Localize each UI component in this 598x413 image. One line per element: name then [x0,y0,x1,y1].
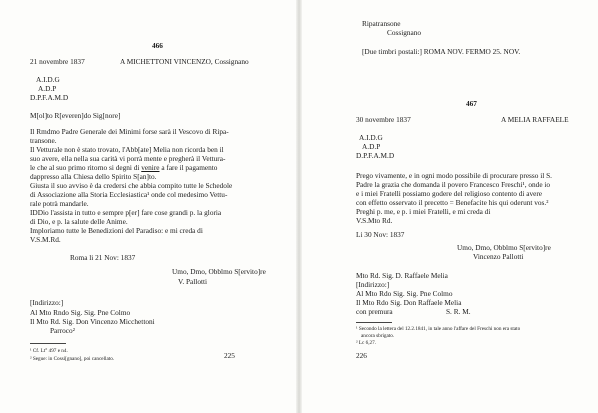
address-line: con premura [356,307,393,316]
letter-opening: M[ol]to R[everen]do Sig[nore] [30,111,121,120]
body-line: dappresso alla Chiesa dello Spirito S[an]to. [30,172,157,181]
body-line: con effetto osservato il precetto = Benefacite his qui oderunt vos.² [356,198,549,207]
body-line: Il Vetturale non è stato trovato, l'Abb[ate] Melia non ricorda ben il [30,145,224,154]
salutation-line: A.I.D.G [36,75,60,84]
signature: Vincenzo Pallotti [473,252,524,261]
seal-text: S. R. M. [446,307,471,316]
body-line: V.S.Mto Rd. [356,216,393,225]
body-line: Imploriamo tutte le Benedizioni del Paradiso: e mi creda di [30,226,203,235]
salutation-line: D.P.F.A.M.D [30,93,69,102]
footnote: ¹ Cf. Lt° 497 e n4. [30,348,68,354]
footnote-rule [30,343,66,344]
right-page [299,0,598,413]
body-line: le che al suo primo ritorno si degni di venire a fare il pagamento [30,163,218,172]
letter-date: 30 novembre 1837 [356,115,411,124]
footnote: ² Lc 6,27. [356,340,376,346]
letter-recipient: A MICHETTONI VINCENZO, Cossignano [120,57,249,66]
body-line: IDDio l'assista in tutto e sempre p[er] fare cose grandi p. la gloria [30,208,222,217]
postal-stamps: [Due timbri postali:] ROMA NOV. FERMO 25. NOV. [362,47,521,56]
body-line: V.S.M.Rd. [30,235,61,244]
footnote-rule [356,322,392,323]
addressee-line: Mto Rd. Sig. D. Raffaele Melia [356,271,448,280]
signature: V. Pallotti [178,277,208,286]
body-line: e i miei Fratelli possiamo godere del religioso contento di avere [356,189,543,198]
body-line: Giusta il suo avviso è da credersi che abbia compito tutte le Schedole [30,181,233,190]
address-line: Il Mto Rdo Sig. Don Raffaele Melia [356,298,462,307]
closing: Umo, Dmo, Obblmo S[ervito]re [172,267,266,276]
address-line: Il Mto Rd. Sig. Don Vincenzo Micchettoni [30,317,155,326]
footnote: ancora sbrigato. [361,333,395,339]
salutation-line: A.D.P [38,84,57,93]
body-line: di Associazione alla Storia Ecclesiastica¹ onde col medesimo Vettu- [30,190,228,199]
address-label: [Indirizzo:] [30,298,64,307]
body-line: di Dio, e p. la salute delle Anime. [30,217,128,226]
salutation-line: A.I.D.G [359,133,383,142]
address-continued: Ripatransone [362,19,401,28]
page-number: 225 [224,351,235,360]
page-number: 226 [356,351,367,360]
body-line: suo avere, ella nella sua carità vi porrà mente e pregherà il Vettura- [30,154,226,163]
address-line: Al Mto Rdo Sig. Sig. Pne Colmo [356,289,453,298]
place-date: Li 30 Nov: 1837 [356,230,405,239]
address-continued: Cossignano [387,28,422,37]
place-date: Roma li 21 Nov: 1837 [70,253,136,262]
address-line: Parroco² [50,326,75,335]
body-line: Padre la grazia che domanda il povero Francesco Freschi¹, onde io [356,180,551,189]
letter-date: 21 novembre 1837 [30,57,85,66]
body-line: Preghi p. me, e p. i miei Fratelli, e mi creda di [356,207,491,216]
footnote: ² Segue: in Cossi[gnano], poi cancellato. [30,356,115,362]
body-line: rale potrà mandarle. [30,199,89,208]
address-line: Al Mto Rndo Sig. Sig. Pne Colmo [30,308,131,317]
letter-number: 466 [152,41,163,50]
closing: Umo, Dmo, Obblmo S[ervito]re [457,243,551,252]
body-line: transone. [30,136,57,145]
letter-recipient: A MELIA RAFFAELE [501,115,569,124]
footnote: ¹ Secondo la lettera del 12.2.1841, in tale anno l'affare del Freschi non era stato [356,326,521,332]
body-line: Prego vivamente, e in ogni modo possibile di procurare presso il S. [356,171,552,180]
underlined-word: venire [141,163,160,172]
letter-number: 467 [466,99,477,108]
salutation-line: D.P.F.A.M.D [356,151,395,160]
address-label: [Indirizzo:] [356,280,390,289]
body-line: Il Rmdmo Padre Generale dei Minimi forse sarà il Vescovo di Ripa- [30,127,229,136]
salutation-line: A.D.P [362,142,381,151]
